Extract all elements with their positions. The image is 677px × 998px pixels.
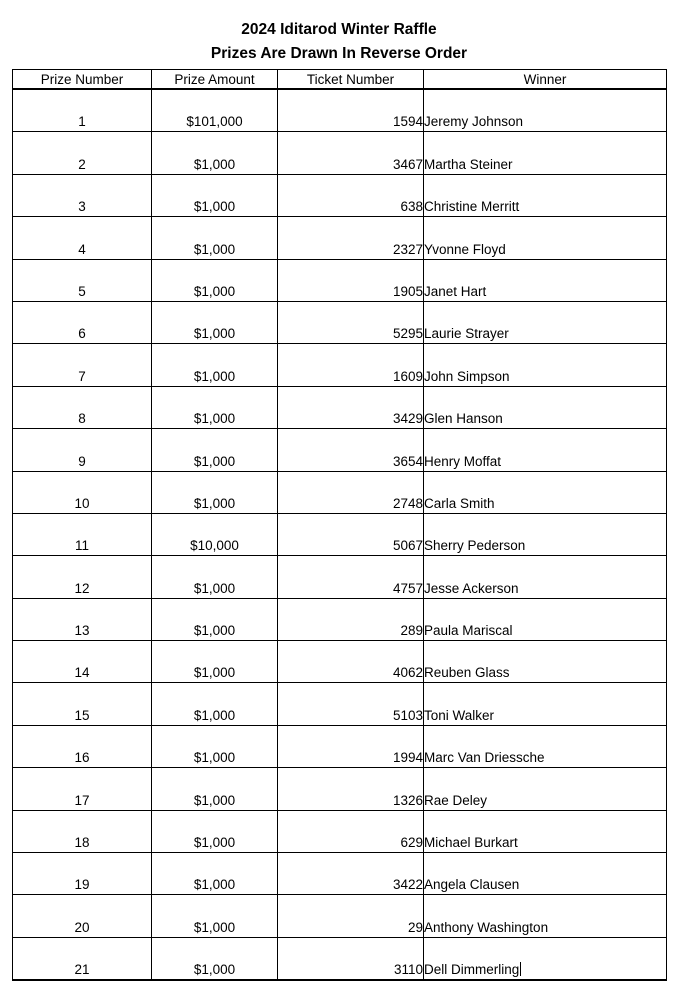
cell-ticket-number-text: 4757 [392, 580, 423, 596]
cell-ticket-number[interactable] [278, 471, 424, 513]
cell-prize-amount-text: $1,000 [193, 962, 236, 978]
table-row [13, 217, 667, 259]
cell-winner-text: Jesse Ackerson [424, 580, 519, 596]
cell-ticket-number-text: 4062 [392, 665, 423, 681]
cell-prize-number-text: 12 [74, 580, 90, 596]
cell-prize-number[interactable] [13, 132, 152, 174]
cell-ticket-number-text: 3429 [392, 411, 423, 427]
header-prize-number[interactable]: Prize Number [13, 70, 152, 90]
text-cursor [520, 962, 521, 976]
cell-prize-amount-text: $1,000 [193, 199, 236, 215]
cell-prize-number[interactable] [13, 725, 152, 767]
cell-winner[interactable] [424, 725, 667, 767]
cell-ticket-number-text: 638 [400, 199, 423, 215]
table-row [13, 429, 667, 471]
cell-prize-amount[interactable] [152, 386, 278, 428]
cell-ticket-number-text: 5295 [392, 326, 423, 342]
cell-winner[interactable] [424, 937, 667, 980]
cell-winner-text: Christine Merritt [424, 199, 520, 215]
cell-ticket-number[interactable] [278, 174, 424, 216]
cell-winner-text: Rae Deley [424, 792, 488, 808]
cell-prize-amount[interactable] [152, 429, 278, 471]
cell-prize-number[interactable] [13, 853, 152, 895]
cell-winner[interactable] [424, 174, 667, 216]
cell-prize-number[interactable] [13, 344, 152, 386]
cell-ticket-number-text: 5103 [392, 707, 423, 723]
cell-prize-amount[interactable] [152, 937, 278, 980]
cell-winner-text: Reuben Glass [424, 665, 510, 681]
cell-ticket-number-text: 289 [400, 623, 423, 639]
table-row [13, 471, 667, 513]
cell-winner-text: Glen Hanson [424, 411, 503, 427]
cell-prize-number[interactable] [13, 429, 152, 471]
cell-winner-text: Paula Mariscal [424, 623, 513, 639]
cell-prize-amount-text: $1,000 [193, 326, 236, 342]
cell-ticket-number[interactable] [278, 725, 424, 767]
cell-ticket-number-text: 3110 [393, 962, 423, 978]
cell-prize-number[interactable] [13, 217, 152, 259]
cell-winner[interactable] [424, 598, 667, 640]
table-body [13, 89, 667, 980]
cell-prize-amount[interactable] [152, 89, 278, 132]
cell-winner-text: Michael Burkart [424, 835, 518, 851]
cell-prize-amount[interactable] [152, 768, 278, 810]
cell-prize-amount-text: $1,000 [193, 750, 236, 766]
table-row [13, 132, 667, 174]
table-row [13, 853, 667, 895]
table-row [13, 344, 667, 386]
cell-ticket-number[interactable] [278, 217, 424, 259]
cell-winner-text: Marc Van Driessche [424, 750, 545, 766]
winners-table [12, 69, 667, 981]
cell-prize-number[interactable] [13, 895, 152, 937]
cell-ticket-number[interactable] [278, 344, 424, 386]
cell-ticket-number[interactable] [278, 683, 424, 725]
table-header [13, 70, 667, 90]
cell-prize-number[interactable] [13, 556, 152, 598]
cell-prize-amount[interactable] [152, 598, 278, 640]
cell-ticket-number[interactable] [278, 513, 424, 555]
cell-prize-number[interactable] [13, 259, 152, 301]
cell-prize-amount[interactable] [152, 301, 278, 343]
cell-winner-text: Janet Hart [424, 283, 487, 299]
cell-winner-text: Laurie Strayer [424, 326, 509, 342]
table-row [13, 89, 667, 132]
cell-winner[interactable] [424, 301, 667, 343]
table-row [13, 937, 667, 980]
cell-winner[interactable] [424, 89, 667, 132]
document-subtitle: Prizes Are Drawn In Reverse Order [210, 45, 468, 62]
cell-prize-amount-text: $1,000 [193, 241, 236, 257]
cell-winner[interactable] [424, 344, 667, 386]
cell-prize-amount[interactable] [152, 895, 278, 937]
cell-winner[interactable] [424, 259, 667, 301]
cell-winner-text: Toni Walker [424, 707, 495, 723]
cell-prize-number[interactable] [13, 174, 152, 216]
cell-prize-number[interactable] [13, 683, 152, 725]
cell-winner-text: Sherry Pederson [424, 538, 526, 554]
cell-winner[interactable] [424, 132, 667, 174]
cell-prize-number[interactable] [13, 937, 152, 980]
cell-prize-amount[interactable] [152, 810, 278, 852]
cell-ticket-number[interactable] [278, 768, 424, 810]
cell-prize-number-text: 16 [74, 750, 90, 766]
cell-prize-amount-text: $1,000 [193, 623, 236, 639]
cell-prize-amount[interactable] [152, 259, 278, 301]
cell-prize-amount[interactable] [152, 344, 278, 386]
cell-prize-number-text: 15 [74, 707, 90, 723]
cell-prize-amount-text: $1,000 [193, 495, 236, 511]
cell-prize-number[interactable] [13, 471, 152, 513]
table-row [13, 513, 667, 555]
cell-winner-text: Angela Clausen [424, 877, 520, 893]
cell-prize-amount-text: $1,000 [193, 368, 236, 384]
cell-prize-amount-text: $1,000 [193, 453, 236, 469]
cell-prize-amount-text: $1,000 [193, 835, 236, 851]
cell-ticket-number[interactable] [278, 895, 424, 937]
cell-winner[interactable] [424, 556, 667, 598]
cell-ticket-number-text: 2748 [392, 495, 423, 511]
cell-prize-number-text: 7 [78, 368, 86, 384]
cell-prize-number-text: 2 [78, 156, 86, 172]
cell-ticket-number-text: 1609 [392, 368, 423, 384]
cell-prize-amount-text: $1,000 [193, 919, 236, 935]
cell-prize-amount[interactable] [152, 725, 278, 767]
cell-prize-amount-text: $1,000 [193, 156, 236, 172]
cell-prize-number[interactable] [13, 641, 152, 683]
table-row [13, 810, 667, 852]
cell-prize-amount-text: $1,000 [193, 665, 236, 681]
cell-ticket-number-text: 3654 [392, 453, 423, 469]
table-row [13, 683, 667, 725]
cell-prize-number-text: 19 [74, 877, 90, 893]
cell-ticket-number-text: 1905 [392, 283, 423, 299]
cell-ticket-number[interactable] [278, 132, 424, 174]
cell-prize-number-text: 17 [74, 792, 90, 808]
header-winner[interactable]: Winner [424, 70, 667, 90]
document-title-block [12, 18, 666, 66]
cell-prize-amount-text: $10,000 [190, 538, 239, 554]
table-row [13, 895, 667, 937]
cell-prize-number-text: 5 [78, 283, 86, 299]
cell-prize-amount-text: $1,000 [193, 792, 236, 808]
cell-prize-number-text: 3 [78, 199, 86, 215]
cell-winner[interactable] [424, 513, 667, 555]
table-row [13, 556, 667, 598]
cell-winner[interactable] [424, 386, 667, 428]
cell-prize-amount[interactable] [152, 683, 278, 725]
cell-winner[interactable] [424, 895, 667, 937]
cell-ticket-number[interactable] [278, 937, 424, 980]
cell-prize-amount[interactable] [152, 132, 278, 174]
cell-prize-number-text: 1 [78, 114, 86, 130]
cell-prize-amount[interactable] [152, 641, 278, 683]
cell-ticket-number[interactable] [278, 89, 424, 132]
cell-winner[interactable] [424, 810, 667, 852]
cell-prize-number[interactable] [13, 768, 152, 810]
cell-prize-number-text: 8 [78, 411, 86, 427]
table-row [13, 598, 667, 640]
cell-prize-amount-text: $1,000 [193, 411, 236, 427]
cell-winner-text: Martha Steiner [424, 156, 513, 172]
cell-prize-number[interactable] [13, 89, 152, 132]
cell-ticket-number-text: 629 [400, 835, 423, 851]
cell-ticket-number[interactable] [278, 259, 424, 301]
cell-prize-number-text: 10 [74, 495, 90, 511]
cell-ticket-number-text: 1994 [392, 750, 423, 766]
cell-winner-text: Anthony Washington [424, 919, 549, 935]
cell-prize-number-text: 18 [74, 835, 90, 851]
cell-prize-number[interactable] [13, 810, 152, 852]
cell-winner[interactable] [424, 471, 667, 513]
cell-ticket-number-text: 3422 [392, 877, 423, 893]
cell-ticket-number-text: 1594 [392, 114, 423, 130]
cell-ticket-number[interactable] [278, 598, 424, 640]
cell-ticket-number[interactable] [278, 641, 424, 683]
cell-ticket-number[interactable] [278, 853, 424, 895]
cell-prize-amount-text: $1,000 [193, 707, 236, 723]
cell-ticket-number[interactable] [278, 556, 424, 598]
cell-prize-number[interactable] [13, 386, 152, 428]
table-row [13, 641, 667, 683]
cell-prize-number-text: 21 [74, 962, 90, 978]
cell-winner-text: Carla Smith [424, 495, 495, 511]
cell-ticket-number-text: 1326 [392, 792, 423, 808]
cell-winner[interactable] [424, 683, 667, 725]
header-prize-amount[interactable]: Prize Amount [152, 70, 278, 90]
header-ticket-number[interactable]: Ticket Number [278, 70, 424, 90]
cell-ticket-number[interactable] [278, 429, 424, 471]
cell-prize-number[interactable] [13, 513, 152, 555]
table-row [13, 174, 667, 216]
cell-ticket-number-text: 29 [407, 919, 423, 935]
cell-prize-amount-text: $101,000 [186, 114, 243, 130]
cell-winner-text: Yvonne Floyd [424, 241, 506, 257]
cell-winner[interactable] [424, 429, 667, 471]
cell-prize-number-text: 20 [74, 919, 90, 935]
cell-prize-number-text: 6 [78, 326, 86, 342]
cell-ticket-number-text: 2327 [392, 241, 423, 257]
cell-prize-amount[interactable] [152, 556, 278, 598]
cell-prize-amount[interactable] [152, 217, 278, 259]
table-row [13, 301, 667, 343]
cell-winner-text: John Simpson [424, 368, 510, 384]
table-row [13, 386, 667, 428]
cell-prize-amount[interactable] [152, 471, 278, 513]
cell-prize-number[interactable] [13, 598, 152, 640]
cell-prize-number-text: 14 [74, 665, 90, 681]
cell-winner[interactable] [424, 217, 667, 259]
cell-winner-text: Dell Dimmerling [424, 962, 520, 978]
cell-prize-number-text: 13 [74, 623, 90, 639]
cell-winner[interactable] [424, 853, 667, 895]
cell-ticket-number-text: 5067 [392, 538, 423, 554]
cell-winner[interactable] [424, 641, 667, 683]
cell-prize-amount-text: $1,000 [193, 283, 236, 299]
header-row [13, 70, 667, 90]
cell-prize-number-text: 11 [74, 538, 89, 554]
table-row [13, 259, 667, 301]
table-row [13, 725, 667, 767]
cell-ticket-number[interactable] [278, 301, 424, 343]
cell-ticket-number-text: 3467 [392, 156, 423, 172]
table-row [13, 768, 667, 810]
cell-ticket-number[interactable] [278, 386, 424, 428]
cell-prize-number-text: 4 [78, 241, 86, 257]
cell-prize-amount[interactable] [152, 853, 278, 895]
cell-prize-number-text: 9 [78, 453, 86, 469]
cell-prize-amount-text: $1,000 [193, 580, 236, 596]
cell-prize-amount[interactable] [152, 513, 278, 555]
cell-ticket-number[interactable] [278, 810, 424, 852]
cell-prize-amount[interactable] [152, 174, 278, 216]
document-title: 2024 Iditarod Winter Raffle [241, 21, 437, 38]
cell-prize-number[interactable] [13, 301, 152, 343]
cell-winner-text: Jeremy Johnson [424, 114, 524, 130]
cell-prize-amount-text: $1,000 [193, 877, 236, 893]
cell-winner[interactable] [424, 768, 667, 810]
cell-winner-text: Henry Moffat [424, 453, 502, 469]
